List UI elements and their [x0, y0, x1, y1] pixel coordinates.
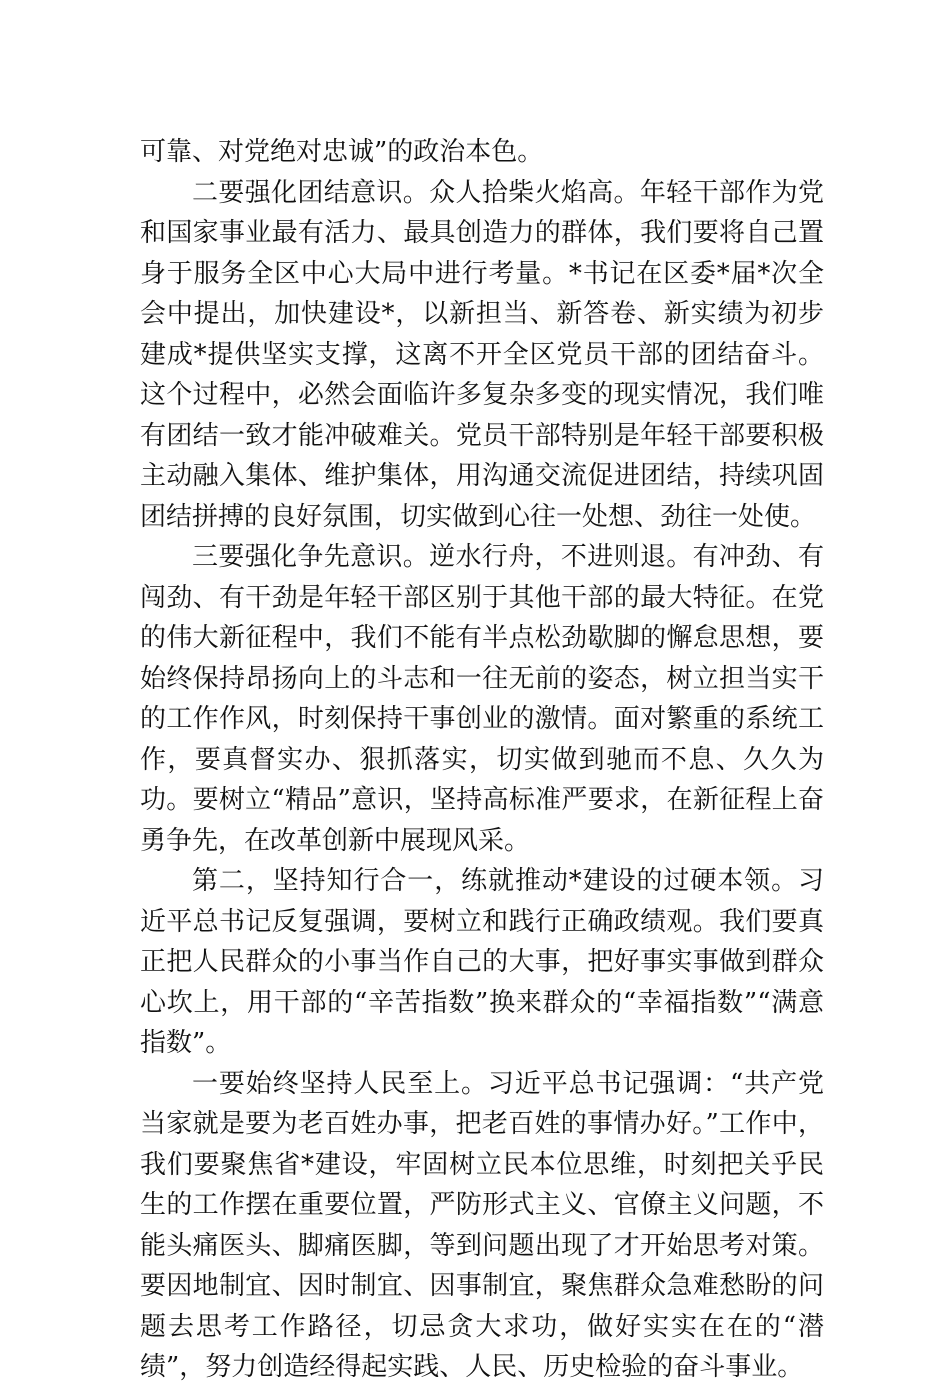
paragraph-striving-awareness: 三要强化争先意识。逆水行舟，不进则退。有冲劲、有闯劲、有干劲是年轻干部区别于其他干部的最大特征。在党的伟大新征程中，我们不能有半点松劲歇脚的懈怠思想，要始终保持昂扬向上的斗志和一往无前的姿态，树立担当实干的工作作风，时刻保持干事创业的激情。面对繁重的系统工作，要真督实办、狠抓落实，切实做到驰而不息、久久为功。要树立“精品”意识，坚持高标准严要求，在新征程上奋勇争先，在改革创新中展现风采。: [140, 542, 824, 856]
document-body: [140, 132, 824, 1388]
paragraph-people-first: 一要始终坚持人民至上。习近平总书记强调：“共产党当家就是要为老百姓办事，把老百姓的事情办好。”工作中，我们要聚焦省*建设，牢固树立民本位思维，时刻把关乎民生的工作摆在重要位置，严防形式主义、官僚主义问题，不能头痛医头、脚痛医脚，等到问题出现了才开始思考对策。要因地制宜、因时制宜、因事制宜，聚焦群众急难愁盼的问题去思考工作路径，切忌贪大求功，做好实实在在的“潜绩”，努力创造经得起实践、人民、历史检验的奋斗事业。: [140, 1068, 824, 1382]
paragraph-unity-awareness: 二要强化团结意识。众人拾柴火焰高。年轻干部作为党和国家事业最有活力、最具创造力的群体，我们要将自己置身于服务全区中心大局中进行考量。*书记在区委*届*次全会中提出，加快建设*，以新担当、新答卷、新实绩为初步建成*提供坚实支撑，这离不开全区党员干部的团结奋斗。这个过程中，必然会面临许多复杂多变的现实情况，我们唯有团结一致才能冲破难关。党员干部特别是年轻干部要积极主动融入集体、维护集体，用沟通交流促进团结，持续巩固团结拼搏的良好氛围，切实做到心往一处想、劲往一处使。: [140, 177, 824, 532]
paragraph-section-two: 第二，坚持知行合一，练就推动*建设的过硬本领。习近平总书记反复强调，要树立和践行正确政绩观。我们要真正把人民群众的小事当作自己的大事，把好事实事做到群众心坎上，用干部的“辛苦指数”换来群众的“幸福指数”“满意指数”。: [140, 866, 824, 1058]
paragraph-continuation: 可靠、对党绝对忠诚”的政治本色。: [140, 137, 544, 167]
